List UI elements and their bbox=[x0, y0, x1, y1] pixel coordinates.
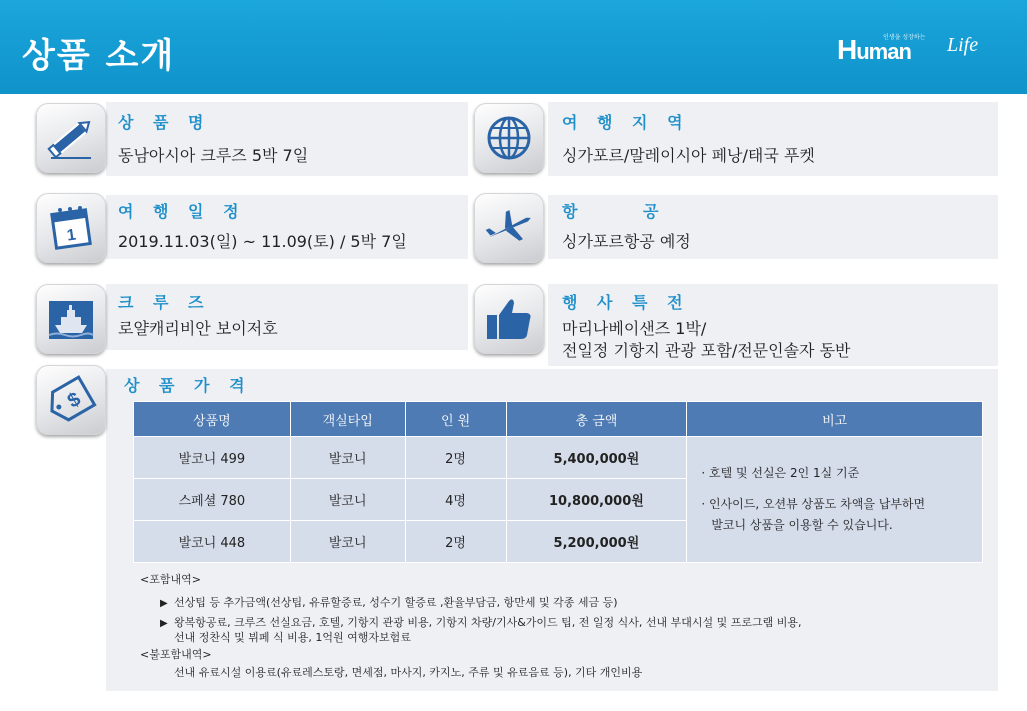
table-row bbox=[134, 437, 983, 479]
inclusion-item-1: ▶ 선상팁 등 추가금액(선상팁, 유류할증료, 성수기 할증료 ,환율부담금, 항만세 및 각종 세금 등) bbox=[160, 596, 618, 609]
cell-total: 5,400,000원 bbox=[506, 437, 687, 479]
schedule-value: 2019.11.03(일) ~ 11.09(토) / 5박 7일 bbox=[118, 232, 407, 251]
cell-room-type: 발코니 bbox=[290, 437, 405, 479]
bullet-arrow-icon: ▶ bbox=[160, 618, 168, 629]
cell-total: 10,800,000원 bbox=[506, 479, 687, 521]
price-tag-icon bbox=[36, 365, 106, 435]
airplane-icon bbox=[474, 193, 544, 263]
logo-brand: Human bbox=[837, 34, 911, 65]
inclusion-item-2-cont: 선내 정찬식 및 뷔페 식 비용, 1억원 여행자보험료 bbox=[174, 631, 411, 644]
exclusion-item-1: 선내 유료시설 이용료(유료레스토랑, 면세점, 마사지, 카지노, 주류 및 유료음료 등), 기타 개인비용 bbox=[174, 666, 643, 679]
ship-icon bbox=[36, 284, 106, 354]
cell-room-type: 발코니 bbox=[290, 521, 405, 563]
note-line-2a: · 인사이드, 오션뷰 상품도 차액을 납부하면 bbox=[701, 497, 926, 511]
page-title: 상품 소개 bbox=[22, 36, 176, 76]
cell-note bbox=[687, 437, 983, 563]
inclusions-title: <포함내역> bbox=[140, 573, 201, 586]
calendar-icon bbox=[36, 193, 106, 263]
cell-people: 4명 bbox=[405, 479, 506, 521]
human-life-logo bbox=[837, 30, 987, 66]
globe-icon bbox=[474, 103, 544, 173]
exclusions-title: <불포함내역> bbox=[140, 648, 212, 661]
cell-people: 2명 bbox=[405, 521, 506, 563]
product-name-label: 상 품 명 bbox=[118, 113, 211, 132]
header-total: 총 금액 bbox=[506, 402, 687, 437]
cruise-label: 크 루 즈 bbox=[118, 293, 211, 312]
svg-text:$: $ bbox=[63, 388, 85, 413]
cell-product-name: 발코니 448 bbox=[134, 521, 291, 563]
cell-total: 5,200,000원 bbox=[506, 521, 687, 563]
event-label: 행 사 특 전 bbox=[562, 293, 690, 312]
bullet-arrow-icon: ▶ bbox=[160, 598, 168, 609]
schedule-label: 여 행 일 정 bbox=[118, 202, 246, 221]
product-name-value: 동남아시아 크루즈 5박 7일 bbox=[118, 146, 309, 165]
airline-label: 항 공 bbox=[562, 202, 689, 221]
travel-region-value: 싱가포르/말레이시아 페낭/태국 푸켓 bbox=[562, 146, 815, 165]
price-table bbox=[133, 401, 983, 563]
event-value-line1: 마리나베이샌즈 1박/ bbox=[562, 319, 707, 338]
price-label: 상 품 가 격 bbox=[124, 376, 252, 395]
pencil-icon bbox=[36, 103, 106, 173]
header-note: 비고 bbox=[687, 402, 983, 437]
thumbs-up-icon bbox=[474, 284, 544, 354]
cell-product-name: 스페셜 780 bbox=[134, 479, 291, 521]
header-people: 인 원 bbox=[405, 402, 506, 437]
event-value-line2: 전일정 기항지 관광 포함/전문인솔자 동반 bbox=[562, 341, 851, 360]
header-bar bbox=[0, 0, 1027, 94]
inclusion-item-2: ▶ 왕복항공료, 크루즈 선실요금, 호텔, 기항지 관광 비용, 기항지 차량/기사&가이드 팁, 전 일정 식사, 선내 부대시설 및 프로그램 비용, bbox=[160, 616, 802, 629]
note-line-1: · 호텔 및 선실은 2인 1실 기준 bbox=[701, 466, 860, 480]
header-product-name: 상품명 bbox=[134, 402, 291, 437]
logo-script: Life bbox=[947, 34, 979, 56]
svg-text:1: 1 bbox=[65, 226, 77, 245]
cell-room-type: 발코니 bbox=[290, 479, 405, 521]
header-room-type: 객실타입 bbox=[290, 402, 405, 437]
cell-product-name: 발코니 499 bbox=[134, 437, 291, 479]
table-header-row bbox=[134, 402, 983, 437]
cruise-value: 로얄캐리비안 보이저호 bbox=[118, 319, 278, 338]
logo-tagline: 인생을 성장하는 bbox=[883, 34, 926, 41]
airline-value: 싱가포르항공 예정 bbox=[562, 232, 691, 251]
cell-people: 2명 bbox=[405, 437, 506, 479]
travel-region-label: 여 행 지 역 bbox=[562, 113, 690, 132]
note-line-2b: 발코니 상품을 이용할 수 있습니다. bbox=[711, 518, 893, 532]
